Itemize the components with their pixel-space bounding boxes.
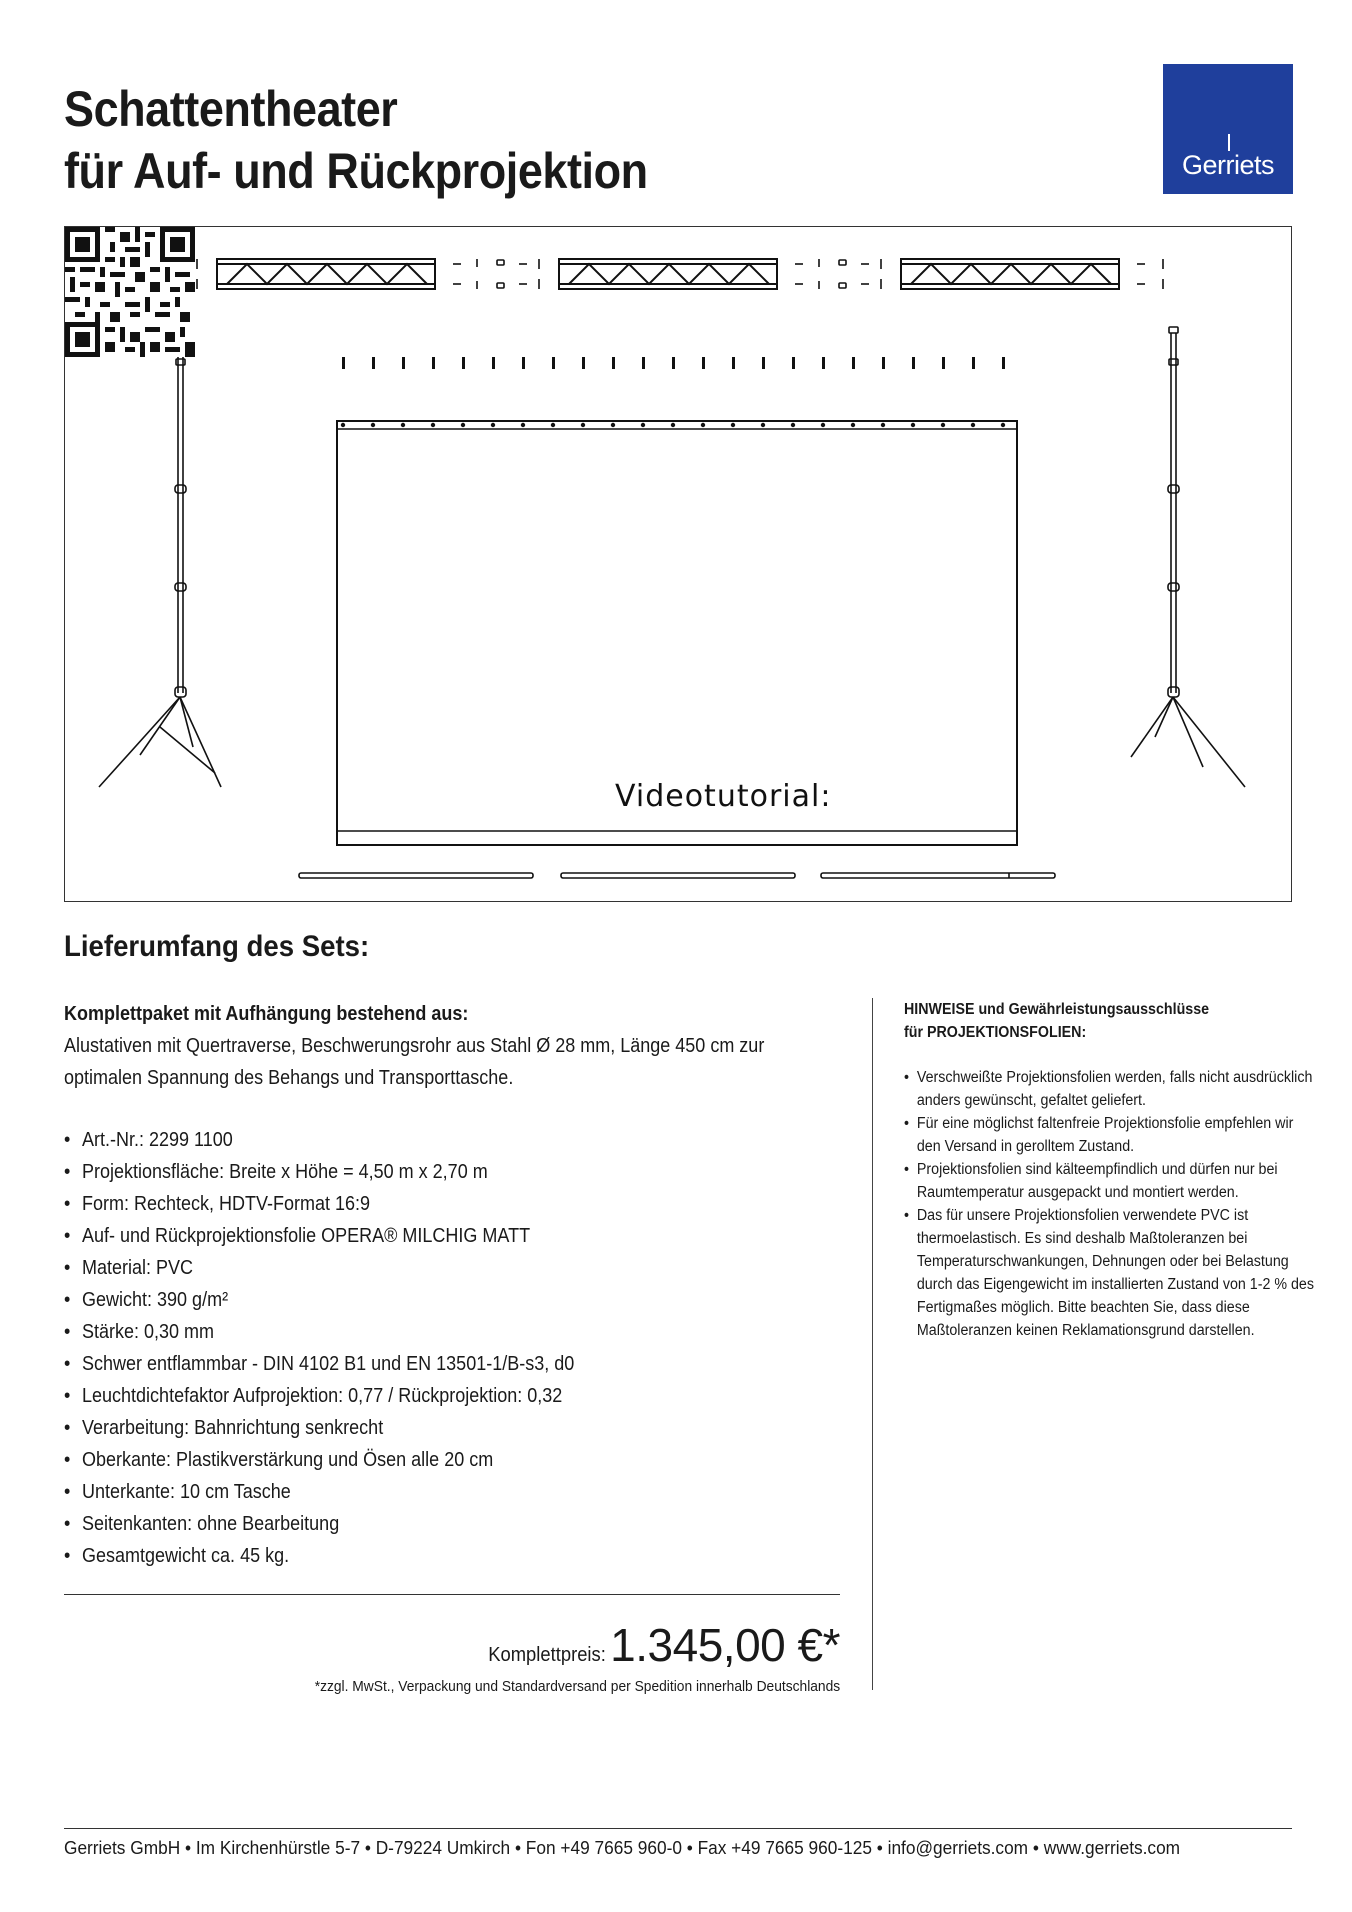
list-item: • Gesamtgewicht ca. 45 kg. xyxy=(64,1540,838,1572)
price-label: Komplettpreis: xyxy=(488,1644,607,1666)
price-divider xyxy=(64,1594,840,1595)
package-description: Alustativen mit Quertraverse, Beschwerungsrohr aus Stahl Ø 28 mm, Länge 450 cm zur optimalen Spannung des Behangs und Transporttasche. xyxy=(64,1035,765,1089)
list-item: • Stärke: 0,30 mm xyxy=(64,1316,838,1348)
notes-heading-line-2: für PROJEKTIONSFOLIEN: xyxy=(904,1024,1087,1041)
list-item: • Seitenkanten: ohne Bearbeitung xyxy=(64,1508,838,1540)
video-tutorial-label: Videotutorial: xyxy=(615,779,832,814)
title-line-1: Schattentheater xyxy=(64,81,398,137)
logo-mark xyxy=(1228,134,1230,151)
list-item: • Projektionsfolien sind kälteempfindlich und dürfen nur bei Raumtemperatur ausgepackt und montiert werden. xyxy=(904,1158,1318,1204)
weight-rods xyxy=(299,873,1055,878)
list-item: • Für eine möglichst faltenfreie Projektionsfolie empfehlen wir den Versand in gerolltem Zustand. xyxy=(904,1112,1318,1158)
price-note: *zzgl. MwSt., Verpackung und Standardversand per Spedition innerhalb Deutschlands xyxy=(314,1678,840,1695)
title-line-2: für Auf- und Rückprojektion xyxy=(64,143,648,199)
list-item: • Art.-Nr.: 2299 1100 xyxy=(64,1124,838,1156)
list-item: • Schwer entflammbar - DIN 4102 B1 und EN 13501-1/B-s3, d0 xyxy=(64,1348,838,1380)
list-item: • Form: Rechteck, HDTV-Format 16:9 xyxy=(64,1188,838,1220)
footer xyxy=(64,1838,1292,1859)
price-block xyxy=(269,1618,840,1696)
eyelet-row xyxy=(341,423,1005,427)
notes-heading-line-1: HINWEISE und Gewährleistungsausschlüsse xyxy=(904,1001,1210,1018)
qr-code-icon[interactable] xyxy=(65,227,195,357)
gerriets-logo xyxy=(1163,64,1293,194)
truss-segment xyxy=(901,259,1119,289)
feature-list xyxy=(64,1124,838,1572)
list-item: • Material: PVC xyxy=(64,1252,838,1284)
list-item: • Unterkante: 10 cm Tasche xyxy=(64,1476,838,1508)
notes-list xyxy=(904,1066,1318,1342)
stand-right xyxy=(1131,327,1245,787)
page-title xyxy=(64,78,648,202)
list-item: • Gewicht: 390 g/m² xyxy=(64,1284,838,1316)
list-item: • Oberkante: Plastikverstärkung und Ösen alle 20 cm xyxy=(64,1444,838,1476)
section-title: Lieferumfang des Sets: xyxy=(64,930,370,963)
notes-panel xyxy=(904,998,1334,1342)
footer-contact: Gerriets GmbH • Im Kirchenhürstle 5-7 • D-79224 Umkirch • Fon +49 7665 960-0 • Fax +49 7665 960-125 • info@gerriets.com • www.gerriets.com xyxy=(64,1838,1181,1858)
list-item: • Das für unsere Projektionsfolien verwendete PVC ist thermoelastisch. Es sind deshalb Maßtoleranzen bei Temperaturschwankungen, Dehnungen oder bei Belastung durch das Eigengewicht im installierten Zustand von 1-2 % des Fertigmaßes möglich. Bitte beachten Sie, dass diese Maßtoleranzen keinen Reklamationsgrund darstellen. xyxy=(904,1204,1318,1342)
logo-text: Gerriets xyxy=(1181,150,1275,180)
list-item: • Verschweißte Projektionsfolien werden, falls nicht ausdrücklich anders gewünscht, gefaltet geliefert. xyxy=(904,1066,1318,1112)
truss-segment xyxy=(559,259,777,289)
list-item: • Projektionsfläche: Breite x Höhe = 4,50 m x 2,70 m xyxy=(64,1156,838,1188)
list-item: • Verarbeitung: Bahnrichtung senkrecht xyxy=(64,1412,838,1444)
list-item: • Auf- und Rückprojektionsfolie OPERA® MILCHIG MATT xyxy=(64,1220,838,1252)
truss-segment xyxy=(217,259,435,289)
package-contents xyxy=(64,998,844,1572)
notes-heading xyxy=(904,998,1318,1044)
package-heading: Komplettpaket mit Aufhängung bestehend aus: xyxy=(64,1003,469,1025)
price-value: 1.345,00 €* xyxy=(610,1619,840,1671)
hook-row xyxy=(342,357,1005,369)
column-divider xyxy=(872,998,873,1690)
list-item: • Leuchtdichtefaktor Aufprojektion: 0,77 / Rückprojektion: 0,32 xyxy=(64,1380,838,1412)
stand-left xyxy=(99,327,221,787)
footer-divider xyxy=(64,1828,1292,1829)
product-illustration xyxy=(64,226,1292,902)
